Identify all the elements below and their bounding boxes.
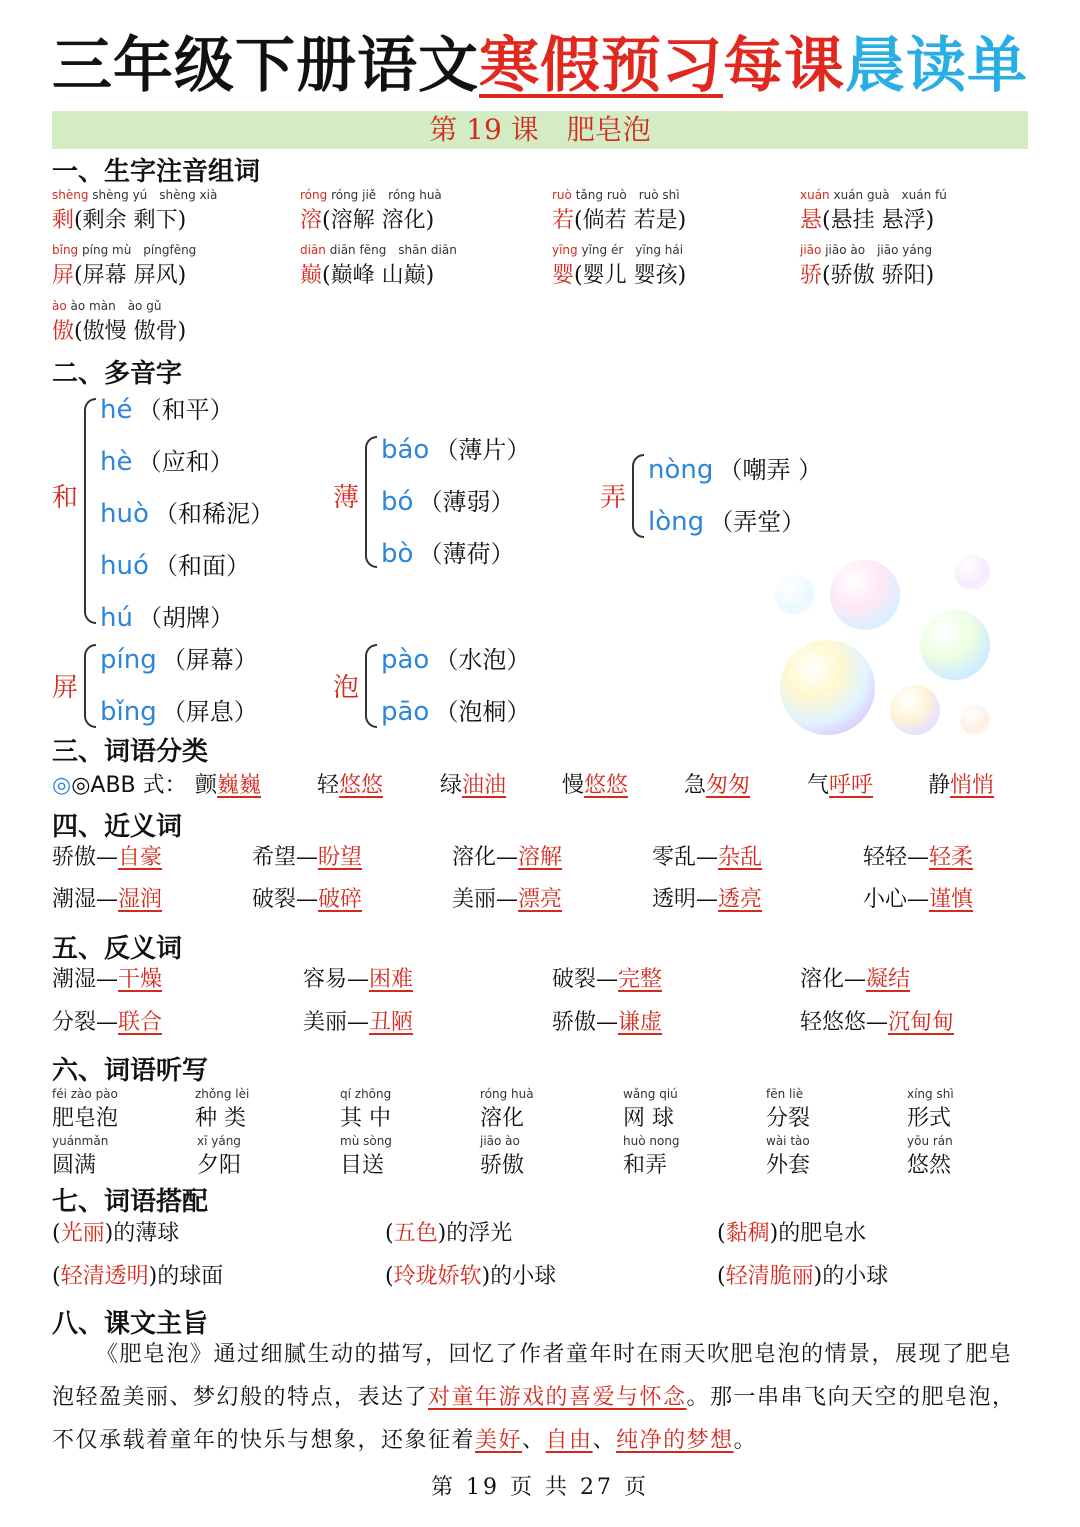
brace xyxy=(632,454,644,538)
abb-item: 急匆匆 xyxy=(684,773,751,798)
brace xyxy=(365,644,377,728)
char-item: yīng yīng ér yīng hái 婴(婴儿 婴孩) xyxy=(552,243,687,288)
synonym-item: 潮湿—湿润 xyxy=(52,887,163,912)
abb-label: ◎◎ABB 式： xyxy=(52,773,187,798)
synonym-item: 轻轻—轻柔 xyxy=(863,845,974,870)
synonym-item: 破裂—破碎 xyxy=(252,887,363,912)
poly-row: bǐng （屏息） xyxy=(100,697,258,727)
char-item: diān diān fēng shān diān 巅(巅峰 山巅) xyxy=(300,243,457,288)
synonym-item: 小心—谨慎 xyxy=(863,887,974,912)
abb-item: 颤巍巍 xyxy=(195,773,262,798)
dictation-item: yuánmǎn 圆满 xyxy=(52,1134,109,1178)
collocation-item: (光丽)的薄球 xyxy=(52,1221,180,1246)
section-6-heading: 六、词语听写 xyxy=(52,1056,209,1086)
section-7-heading: 七、词语搭配 xyxy=(52,1187,209,1217)
dictation-item: zhǒng lèi 种 类 xyxy=(195,1087,250,1131)
title-part-4: 晨读单 xyxy=(845,31,1028,101)
page-footer: 第 19 页 共 27 页 xyxy=(431,1475,649,1500)
abb-item: 轻悠悠 xyxy=(317,773,384,798)
brace xyxy=(84,398,96,624)
title-part-1: 三年级下册语文 xyxy=(52,31,479,101)
dictation-item: féi zào pào 肥皂泡 xyxy=(52,1087,119,1131)
poly-row: huó （和面） xyxy=(100,551,250,581)
poly-row: huò （和稀泥） xyxy=(100,499,274,529)
dictation-item: mù sòng 目送 xyxy=(340,1134,392,1178)
dictation-item: xī yáng 夕阳 xyxy=(197,1134,242,1178)
lesson-bar: 第 19 课 肥皂泡 xyxy=(52,111,1028,149)
bubbles-illustration xyxy=(770,545,1000,755)
char-item: ruò tǎng ruò ruò shì 若(倘若 若是) xyxy=(552,188,687,233)
abb-item: 慢悠悠 xyxy=(562,773,629,798)
page-title xyxy=(0,28,1080,104)
synonym-item: 零乱—杂乱 xyxy=(652,845,763,870)
poly-char-ping: 屏 xyxy=(52,673,79,703)
char-item: shèng shèng yú shèng xià 剩(剩余 剩下) xyxy=(52,188,218,233)
brace xyxy=(84,644,96,728)
collocation-item: (玲珑娇软)的小球 xyxy=(385,1264,557,1289)
poly-row: hè （应和） xyxy=(100,447,234,477)
collocation-item: (黏稠)的肥皂水 xyxy=(717,1221,867,1246)
collocation-item: (轻清脆丽)的小球 xyxy=(717,1264,889,1289)
dictation-item: yōu rán 悠然 xyxy=(907,1134,953,1178)
title-part-3: 每课 xyxy=(723,31,845,101)
antonym-item: 轻悠悠—沉甸甸 xyxy=(800,1010,955,1035)
collocation-item: (轻清透明)的球面 xyxy=(52,1264,224,1289)
antonym-item: 破裂—完整 xyxy=(552,967,663,992)
dictation-item: wǎng qiú 网 球 xyxy=(623,1087,678,1131)
poly-row: hé （和平） xyxy=(100,395,234,425)
section-2-heading: 二、多音字 xyxy=(52,359,183,389)
poly-row: báo （薄片） xyxy=(381,435,531,465)
synonym-item: 希望—盼望 xyxy=(252,845,363,870)
poly-row: bò （薄荷） xyxy=(381,539,515,569)
abb-item: 绿油油 xyxy=(440,773,507,798)
poly-row: bó （薄弱） xyxy=(381,487,515,517)
synonym-item: 美丽—漂亮 xyxy=(452,887,563,912)
poly-row: pào （水泡） xyxy=(381,645,531,675)
section-5-heading: 五、反义词 xyxy=(52,934,183,964)
section-8-heading: 八、课文主旨 xyxy=(52,1309,209,1339)
dictation-item: huò nong 和弄 xyxy=(623,1134,680,1178)
poly-row: píng （屏幕） xyxy=(100,645,258,675)
char-item: róng róng jiě róng huà 溶(溶解 溶化) xyxy=(300,188,442,233)
antonym-item: 骄傲—谦虚 xyxy=(552,1010,663,1035)
section-1-heading: 一、生字注音组词 xyxy=(52,157,261,187)
poly-row: nòng （嘲弄 ） xyxy=(648,455,823,485)
synonym-item: 透明—透亮 xyxy=(652,887,763,912)
dictation-item: xíng shì 形式 xyxy=(907,1087,954,1131)
section-3-heading: 三、词语分类 xyxy=(52,737,209,767)
synonym-item: 骄傲—自豪 xyxy=(52,845,163,870)
abb-item: 气呼呼 xyxy=(807,773,874,798)
char-item: bǐng píng mù píngfēng 屏(屏幕 屏风) xyxy=(52,243,197,288)
dictation-item: wài tào 外套 xyxy=(766,1134,811,1178)
synonym-item: 溶化—溶解 xyxy=(452,845,563,870)
collocation-item: (五色)的浮光 xyxy=(385,1221,513,1246)
antonym-item: 容易—困难 xyxy=(303,967,414,992)
theme-paragraph: 《肥皂泡》通过细腻生动的描写，回忆了作者童年时在雨天吹肥皂泡的情景，展现了肥皂泡轻盈美丽、梦幻般的特点，表达了对童年游戏的喜爱与怀念。那一串串飞向天空的肥皂泡，不仅承载着童年的快乐与想象，还象征着美好、自由、纯净的梦想。 xyxy=(52,1342,1016,1453)
dictation-item: jiāo ào 骄傲 xyxy=(480,1134,525,1178)
char-item: ào ào màn ào gǔ 傲(傲慢 傲骨) xyxy=(52,299,187,344)
dictation-item: qí zhōng 其 中 xyxy=(340,1087,392,1131)
antonym-item: 美丽—丑陋 xyxy=(303,1010,414,1035)
abb-item: 静悄悄 xyxy=(928,773,995,798)
brace xyxy=(365,436,377,568)
poly-char-bao: 薄 xyxy=(333,483,360,513)
poly-char-pao: 泡 xyxy=(333,673,360,703)
poly-char-he: 和 xyxy=(52,483,79,513)
char-item: jiāo jiāo ào jiāo yáng 骄(骄傲 骄阳) xyxy=(800,243,935,288)
poly-row: hú （胡牌） xyxy=(100,603,235,633)
char-item: xuán xuán guà xuán fú 悬(悬挂 悬浮) xyxy=(800,188,947,233)
poly-char-nong: 弄 xyxy=(600,483,627,513)
title-part-2: 寒假预习 xyxy=(479,31,723,101)
poly-row: pāo （泡桐） xyxy=(381,697,531,727)
antonym-item: 潮湿—干燥 xyxy=(52,967,163,992)
dictation-item: róng huà 溶化 xyxy=(480,1087,534,1131)
dictation-item: fēn liè 分裂 xyxy=(766,1087,811,1131)
poly-row: lòng （弄堂） xyxy=(648,507,806,537)
antonym-item: 溶化—凝结 xyxy=(800,967,911,992)
section-4-heading: 四、近义词 xyxy=(52,812,183,842)
antonym-item: 分裂—联合 xyxy=(52,1010,163,1035)
